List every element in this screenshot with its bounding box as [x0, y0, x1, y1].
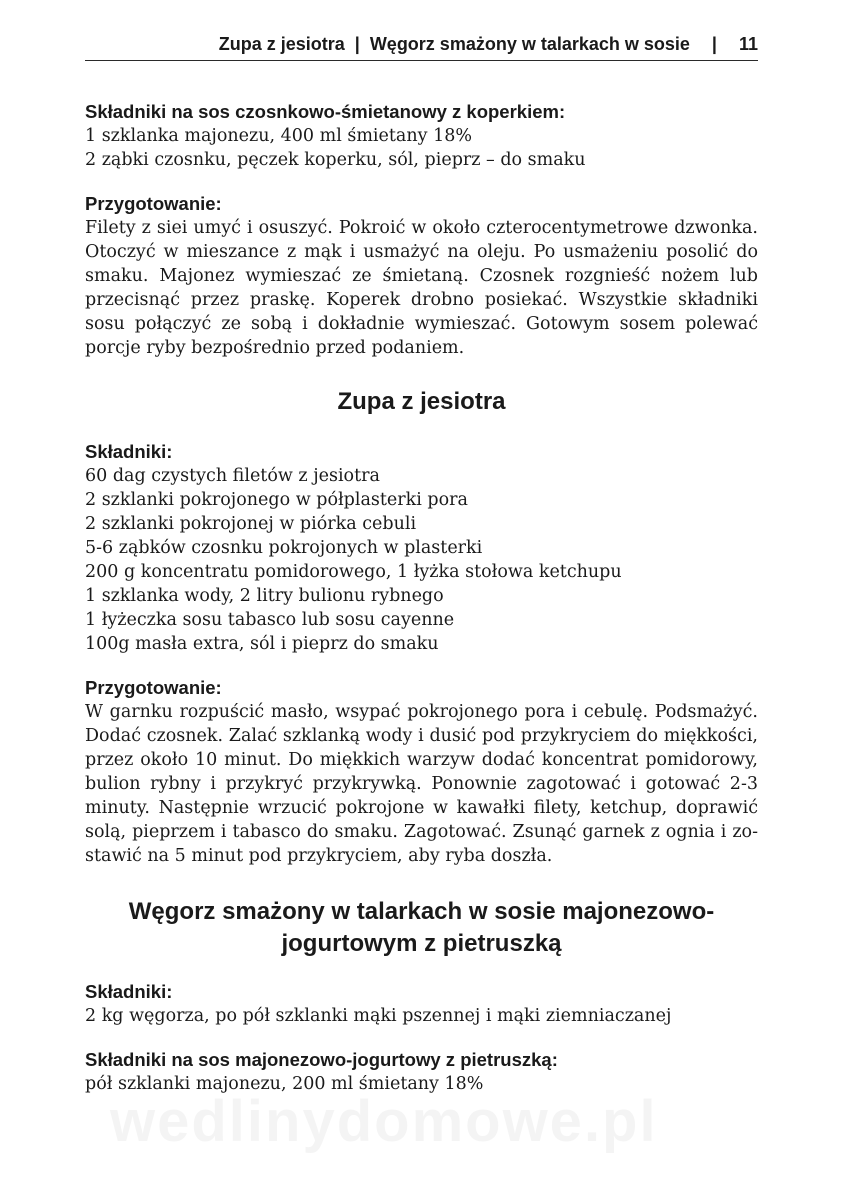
- text-line: przez około 10 minut. Do miękkich warzyw dodać koncentrat pomidorowy,: [85, 750, 758, 770]
- recipe-title: Węgorz smażony w talarkach w sosie majonezowo-: [128, 898, 715, 925]
- watermark: [110, 1088, 750, 1155]
- recipe-title: jogurtowym z pietruszką: [281, 930, 562, 957]
- text-line: stawić na 5 minut pod przykryciem, aby ryba doszła.: [85, 846, 553, 866]
- ingredient-line: 2 szklanki pokrojonej w piórka cebuli: [85, 514, 417, 534]
- text-line: Otoczyć w mieszance z mąk i usmażyć na oleju. Po usmażeniu posolić do: [85, 242, 758, 262]
- text-line: sosu połączyć ze sobą i dokładnie wymieszać. Gotowym sosem polewać: [85, 314, 758, 334]
- text-line: smaku. Majonez wymieszać ze śmietaną. Czosnek rozgnieść nożem lub: [85, 266, 758, 286]
- ingredient-line: 2 ząbki czosnku, pęczek koperku, sól, pieprz – do smaku: [85, 150, 586, 170]
- text-line: przecisnąć przez praskę. Koperek drobno posiekać. Wszystkie składniki: [85, 290, 758, 310]
- page-content: [85, 100, 758, 1096]
- ingredient-line: 200 g koncentratu pomidorowego, 1 łyżka stołowa ketchupu: [85, 562, 622, 582]
- ingredient-line: 60 dag czystych filetów z jesiotra: [85, 466, 380, 486]
- ingredient-line: 1 łyżeczka sosu tabasco lub sosu cayenne: [85, 610, 455, 630]
- ingredient-line: 2 kg węgorza, po pół szklanki mąki pszennej i mąki ziemniaczanej: [85, 1006, 672, 1026]
- text-line: minuty. Następnie wrzucić pokrojone w kawałki filety, ketchup, doprawić: [85, 798, 758, 818]
- ingredient-line: 2 szklanki pokrojonego w półplasterki pora: [85, 490, 468, 510]
- header-title-right: Węgorz smażony w talarkach w sosie: [369, 34, 690, 54]
- ingredient-line: 1 szklanka wody, 2 litry bulionu rybnego: [85, 586, 444, 606]
- document-page: [85, 0, 758, 1200]
- text-line: Filety z siei umyć i osuszyć. Pokroić w około czterocentymetrowe dzwonka.: [85, 218, 758, 238]
- text-line: W garnku rozpuścić masło, wsypać pokrojonego pora i cebulę. Podsmażyć.: [85, 702, 758, 722]
- sauce-ingredients-label: Składniki na sos majonezowo-jogurtowy z pietruszką:: [85, 1049, 558, 1070]
- ingredient-line: 100g masła extra, sól i pieprz do smaku: [85, 634, 439, 654]
- preparation-text: [85, 216, 758, 360]
- preparation-label: Przygotowanie:: [85, 193, 222, 214]
- sauce-ingredients-label: Składniki na sos czosnkowo-śmietanowy z koperkiem:: [85, 101, 566, 122]
- header-separator: |: [711, 34, 717, 54]
- text-line: porcje ryby bezpośrednio przed podaniem.: [85, 338, 465, 358]
- preparation-label: Przygotowanie:: [85, 677, 222, 698]
- recipe-title: Zupa z jesiotra: [337, 388, 506, 415]
- text-line: Dodać czosnek. Zalać szklanką wody i dusić pod przykryciem do miękkości,: [85, 726, 758, 746]
- preparation-text: [85, 700, 758, 868]
- text-line: bulion rybny i przykryć przykrywką. Ponownie zagotować i gotować 2-3: [85, 774, 758, 794]
- text-line: solą, pieprzem i tabasco do smaku. Zagotować. Zsunąć garnek z ognia i zo-: [85, 822, 758, 842]
- ingredients-label: Składniki:: [85, 441, 173, 462]
- header-separator: |: [354, 34, 360, 54]
- running-header: [85, 30, 758, 61]
- ingredients-label: Składniki:: [85, 981, 173, 1002]
- ingredient-line: 1 szklanka majonezu, 400 ml śmietany 18%: [85, 126, 472, 146]
- ingredient-line: pół szklanki majonezu, 200 ml śmietany 18%: [85, 1074, 484, 1094]
- ingredient-line: 5-6 ząbków czosnku pokrojonych w plasterki: [85, 538, 483, 558]
- page-number: 11: [738, 34, 758, 54]
- header-title-left: Zupa z jesiotra: [218, 34, 345, 54]
